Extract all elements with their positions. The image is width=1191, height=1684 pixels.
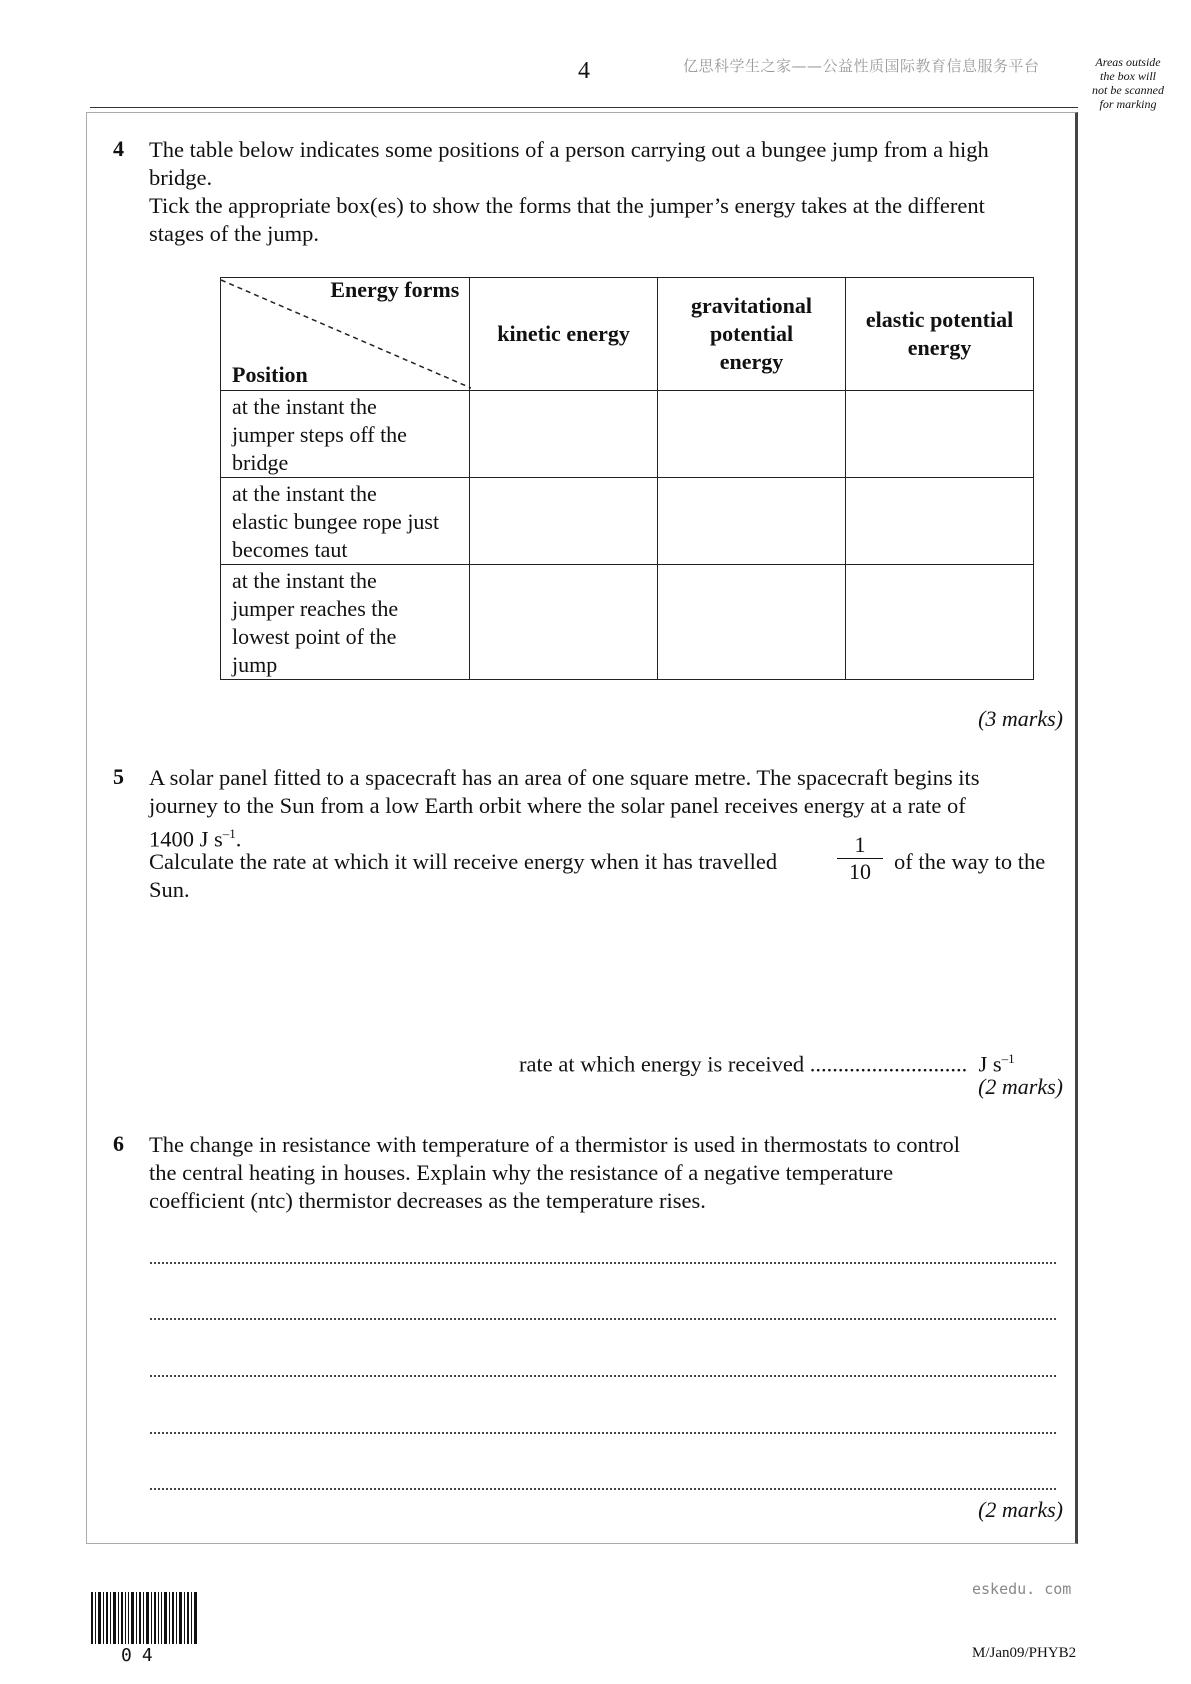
corner-top-label: Energy forms [330,277,460,302]
table-row [221,478,1034,565]
position-line: jumper steps off the [232,422,407,447]
rate-value: 1400 J s [149,826,223,852]
answer-writing-line[interactable] [150,1262,1056,1264]
tick-box-kinetic-1[interactable] [470,391,658,478]
energy-table-header-row [221,278,1034,391]
answer-writing-line[interactable] [150,1318,1056,1320]
watermark-bottom: eskedu. com [972,1580,1072,1598]
answer-unit-exponent: –1 [1001,1051,1015,1066]
q5-line: journey to the Sun from a low Earth orbit where the solar panel receives energy at a rate of [149,793,966,818]
margin-note-line: for marking [1099,97,1157,111]
watermark-top: 亿思科学生之家——公益性质国际教育信息服务平台 [683,57,1040,75]
barcode [91,1592,199,1644]
question-6-number: 6 [113,1131,124,1156]
column-header-kinetic [470,278,658,391]
position-line: elastic bungee rope just [232,509,440,534]
q4-line: stages of the jump. [149,221,319,246]
column-header-line: energy [719,349,784,374]
answer-input[interactable]: ............................ [809,1051,968,1077]
q4-line: The table below indicates some positions of a person carrying out a bungee jump from a high [149,137,989,162]
q4-line: bridge. [149,165,213,190]
margin-note-line: not be scanned [1092,83,1164,97]
question-6-text [149,1131,1064,1215]
rate-exponent: –1 [222,826,236,841]
tick-box-elastic-3[interactable] [846,565,1034,680]
barcode-number: 04 [121,1645,163,1666]
fraction-numerator: 1 [854,832,866,857]
table-row [221,565,1034,680]
question-5-number: 5 [113,764,124,789]
column-header-gravitational [657,278,845,391]
corner-cell [221,278,470,391]
position-line: at the instant the [232,481,377,506]
question-4-text [149,136,1064,248]
answer-writing-line[interactable] [150,1488,1056,1490]
question-4-number: 4 [113,136,124,161]
column-header-line: elastic potential [865,307,1014,332]
page-number: 4 [578,58,590,84]
q6-line: The change in resistance with temperature of a thermistor is used in thermostats to control [149,1132,961,1157]
margin-note-line: Areas outside [1095,55,1161,69]
tick-box-elastic-1[interactable] [846,391,1034,478]
question-5-text [149,764,1064,854]
question-4-marks: (3 marks) [978,706,1063,731]
column-header-elastic [846,278,1034,391]
position-line: jumper reaches the [232,596,399,621]
column-header-line: gravitational [691,293,812,318]
position-line: bridge [232,450,289,475]
column-header-line: kinetic energy [497,321,630,346]
q5-line-4-start: Calculate the rate at which it will receive energy when it has travelled [149,849,778,874]
energy-table [220,277,1034,680]
tick-box-gravitational-1[interactable] [657,391,845,478]
question-6-marks: (2 marks) [978,1497,1063,1522]
position-line: jump [232,652,278,677]
tick-box-kinetic-3[interactable] [470,565,658,680]
q5-line-5: Sun. [149,877,190,902]
margin-note-line: the box will [1100,69,1156,83]
position-cell [221,478,470,565]
header-rule [90,107,1078,108]
q6-line: coefficient (ntc) thermistor decreases as the temperature rises. [149,1188,706,1213]
position-line: lowest point of the [232,624,397,649]
corner-bottom-label: Position [232,362,308,387]
fraction-denominator: 10 [837,858,883,885]
q4-line: Tick the appropriate box(es) to show the forms that the jumper’s energy takes at the different [149,193,985,218]
q5-line-4-end: of the way to the [894,849,1046,874]
answer-label: rate at which energy is received [519,1051,805,1077]
tick-box-kinetic-2[interactable] [470,478,658,565]
tick-box-gravitational-2[interactable] [657,478,845,565]
position-cell [221,565,470,680]
table-row [221,391,1034,478]
q6-line: the central heating in houses. Explain why the resistance of a negative temperature [149,1160,894,1185]
q5-line: A solar panel fitted to a spacecraft has an area of one square metre. The spacecraft begins its [149,765,980,790]
answer-unit: J s [978,1051,1002,1077]
position-line: at the instant the [232,568,377,593]
column-header-line: energy [907,335,972,360]
paper-reference: M/Jan09/PHYB2 [972,1645,1077,1661]
rate-end: . [235,826,242,852]
position-line: becomes taut [232,537,348,562]
fraction [837,832,883,885]
tick-box-gravitational-3[interactable] [657,565,845,680]
position-line: at the instant the [232,394,377,419]
tick-box-elastic-2[interactable] [846,478,1034,565]
answer-writing-line[interactable] [150,1375,1056,1377]
question-5-marks: (2 marks) [978,1074,1063,1099]
margin-note [1078,55,1178,111]
position-cell [221,391,470,478]
column-header-line: potential [709,321,794,346]
answer-writing-line[interactable] [150,1432,1056,1434]
